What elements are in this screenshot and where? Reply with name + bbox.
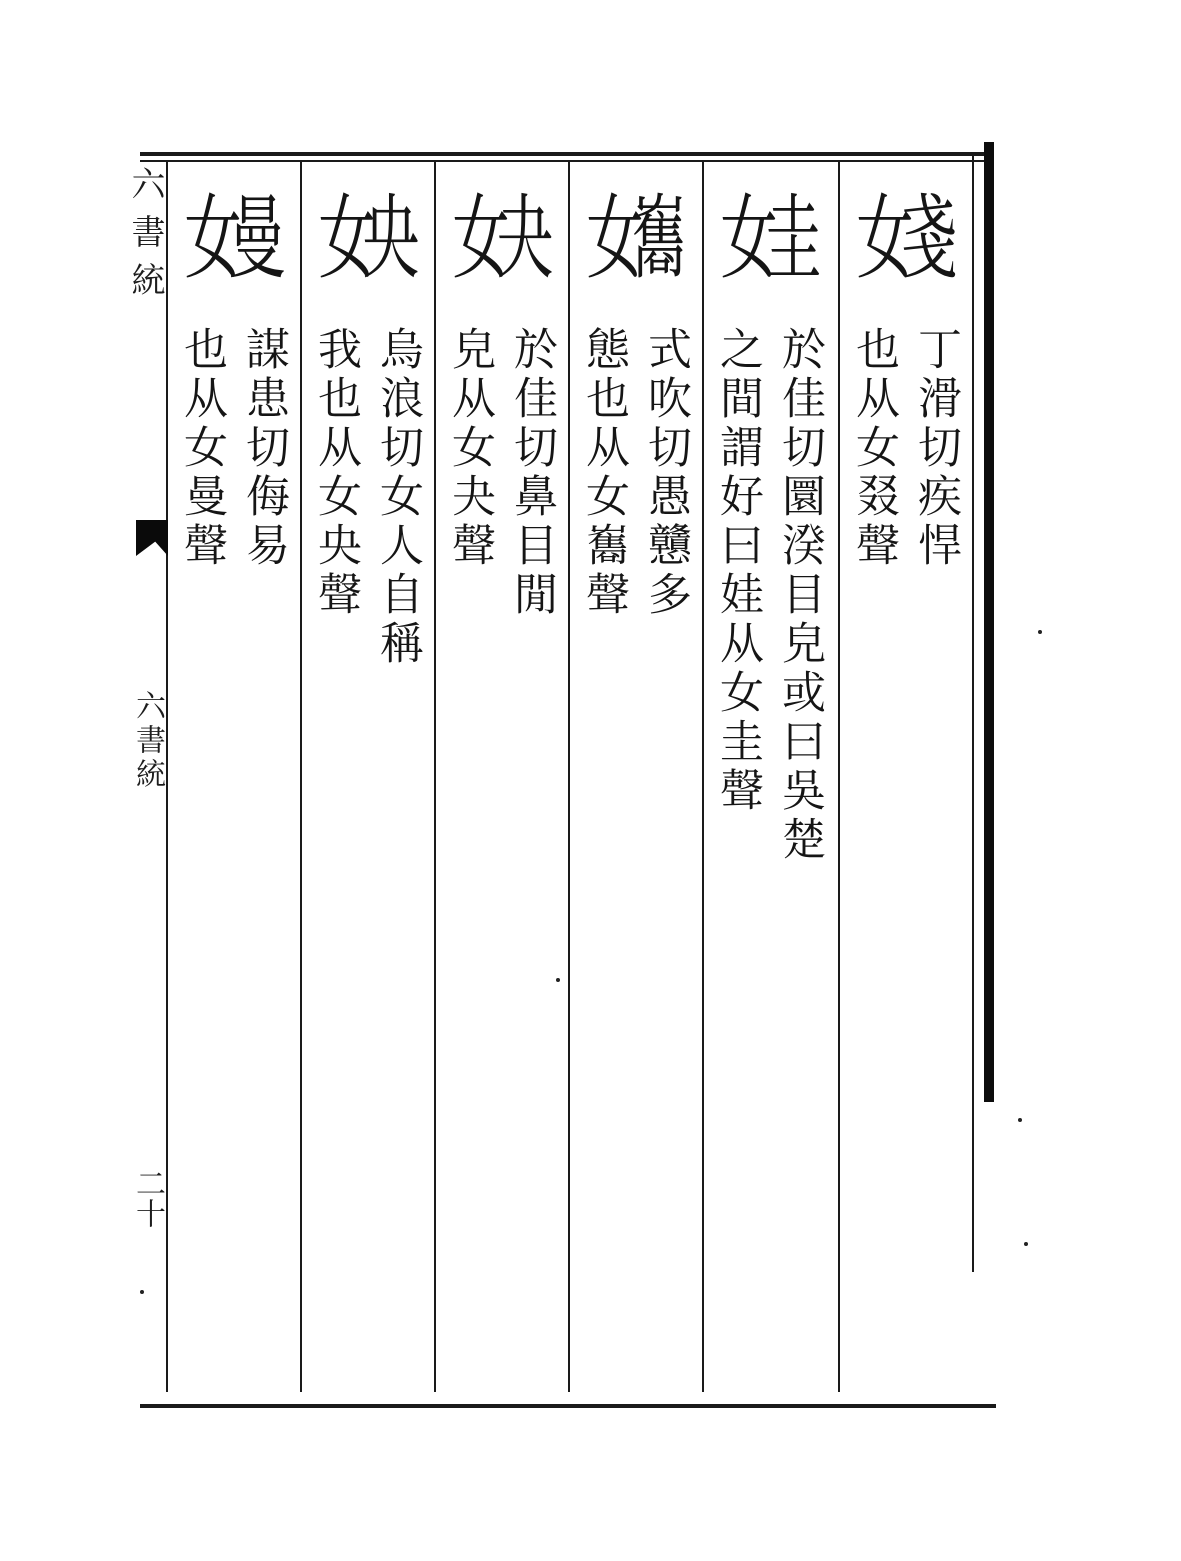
seal-radical: 女 [318, 185, 376, 292]
entry-annotation: 謀患切侮易 也从女曼聲 [176, 326, 289, 571]
bottom-border [140, 1404, 996, 1408]
right-border [984, 142, 994, 1102]
entry-column [570, 160, 704, 1392]
entry-annotation: 烏浪切女人自稱 我也从女央聲 [310, 326, 423, 669]
scan-speck [1018, 1118, 1022, 1122]
seal-phonetic: 雟 [630, 185, 688, 292]
seal-character [436, 164, 570, 314]
seal-phonetic: 戔 [900, 185, 958, 292]
scan-speck [1038, 630, 1042, 634]
entry-annotation: 於佳切鼻目閒 皃从女夬聲 [444, 326, 557, 620]
seal-radical: 女 [720, 185, 778, 292]
seal-character [840, 164, 974, 314]
seal-phonetic: 曼 [228, 185, 286, 292]
seal-character [168, 164, 302, 314]
entry-annotation: 丁滑切疾悍 也从女叕聲 [848, 326, 961, 571]
scan-speck [140, 1290, 144, 1294]
seal-radical: 女 [856, 185, 914, 292]
page-number: 二十 [130, 1168, 165, 1228]
seal-phonetic: 央 [362, 185, 420, 292]
scan-speck [556, 978, 560, 982]
margin-strip [126, 160, 166, 1392]
seal-phonetic: 圭 [764, 185, 822, 292]
scan-speck [1024, 1242, 1028, 1246]
margin-book-title: 六書統 [130, 690, 165, 792]
seal-phonetic: 夬 [496, 185, 554, 292]
seal-radical: 女 [452, 185, 510, 292]
entry-annotation: 式吹切愚戇多 態也从女雟聲 [578, 326, 691, 620]
margin-title-fragment: 六書統 [125, 166, 165, 310]
entry-annotation: 於佳切圜湀目皃或曰吳楚 之間謂好曰娃从女圭聲 [712, 326, 825, 865]
fish-tail-mark-icon [136, 520, 168, 556]
entry-column [302, 160, 436, 1392]
seal-radical: 女 [184, 185, 242, 292]
seal-character [570, 164, 704, 314]
seal-character [302, 164, 436, 314]
entry-column [436, 160, 570, 1392]
seal-radical: 女 [586, 185, 644, 292]
top-border [140, 152, 990, 156]
entry-column [168, 160, 302, 1392]
entry-column [704, 160, 838, 1392]
entry-column [840, 160, 974, 1392]
seal-character [704, 164, 838, 314]
